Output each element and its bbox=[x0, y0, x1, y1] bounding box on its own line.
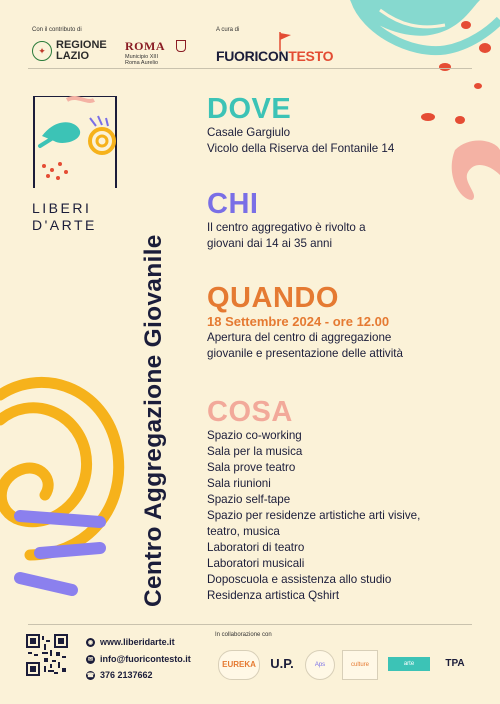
quando-line1: Apertura del centro di aggregazione bbox=[207, 331, 392, 344]
roma-title: ROMA bbox=[125, 39, 165, 53]
section-quando bbox=[207, 282, 403, 362]
quando-line2: giovanile e presentazione delle attività bbox=[207, 347, 403, 360]
qr-code-icon[interactable] bbox=[26, 634, 68, 676]
dove-line1: Casale Gargiulo bbox=[207, 126, 291, 139]
logo-line2: D'ARTE bbox=[32, 217, 97, 233]
region-line2: LAZIO bbox=[56, 50, 89, 62]
chi-title: CHI bbox=[207, 188, 259, 220]
cosa-item: teatro, musica bbox=[207, 525, 280, 538]
cosa-item: Sala prove teatro bbox=[207, 461, 296, 474]
dove-line2: Vicolo della Riserva del Fontanile 14 bbox=[207, 142, 395, 155]
red-dot bbox=[439, 63, 451, 71]
website-contact[interactable] bbox=[86, 637, 175, 647]
partner-logo-tpa: TPA bbox=[445, 658, 465, 669]
roma-shield-icon bbox=[176, 40, 186, 52]
mail-icon: ✉ bbox=[87, 656, 94, 663]
org-name-part1: FUORICON bbox=[216, 48, 289, 64]
roma-municipio-logo bbox=[125, 39, 165, 66]
website-link[interactable]: www.liberidarte.it bbox=[100, 637, 175, 647]
partner-logo-eureka: EUREKA bbox=[218, 650, 260, 680]
partner-logo-aps: Aps bbox=[305, 650, 335, 680]
section-dove bbox=[207, 93, 394, 157]
quando-date: 18 Settembre 2024 - ore 12.00 bbox=[207, 314, 390, 329]
red-dot bbox=[455, 116, 465, 124]
cosa-item: Spazio self-tape bbox=[207, 493, 291, 506]
region-line1: REGIONE bbox=[56, 39, 107, 51]
cosa-item: Laboratori musicali bbox=[207, 557, 305, 570]
globe-icon: ◉ bbox=[87, 639, 94, 646]
email-link[interactable]: info@fuoricontesto.it bbox=[100, 654, 191, 664]
red-dot bbox=[474, 83, 482, 89]
roma-sub2: Roma Aurelio bbox=[125, 60, 159, 66]
cosa-item: Spazio co-working bbox=[207, 429, 302, 442]
yellow-spiral bbox=[0, 382, 119, 555]
contribution-label: Con il contributo di bbox=[32, 27, 82, 33]
cosa-item: Sala riunioni bbox=[207, 477, 271, 490]
cosa-item: Spazio per residenze artistiche arti visive, bbox=[207, 509, 421, 522]
cosa-item: Doposcuola e assistenza allo studio bbox=[207, 573, 392, 586]
collab-label: In collaborazione con bbox=[215, 632, 272, 638]
fuoricontesto-logo bbox=[216, 48, 333, 64]
phone-contact[interactable] bbox=[86, 670, 153, 680]
cosa-title: COSA bbox=[207, 396, 293, 428]
pink-shape bbox=[452, 141, 500, 200]
dove-title: DOVE bbox=[207, 93, 292, 125]
lazio-crest-icon: ✦ bbox=[32, 41, 52, 61]
cosa-item: Sala per la musica bbox=[207, 445, 303, 458]
cosa-item: Residenza artistica Qshirt bbox=[207, 589, 340, 602]
red-dot bbox=[421, 113, 435, 121]
partner-logo-up: U.P. bbox=[270, 656, 294, 671]
red-dot bbox=[461, 21, 471, 29]
logo-wordmark bbox=[32, 200, 97, 234]
section-cosa bbox=[207, 396, 420, 604]
footer-divider bbox=[28, 624, 472, 625]
roma-sub1: Municipio XIII bbox=[125, 54, 159, 60]
phone-number[interactable]: 376 2137662 bbox=[100, 670, 153, 680]
logo-line1: LIBERI bbox=[32, 200, 92, 216]
curated-label: A cura di bbox=[216, 27, 240, 33]
chi-line1: Il centro aggregativo è rivolto a bbox=[207, 221, 366, 234]
header-divider bbox=[28, 68, 472, 69]
regione-lazio-logo bbox=[32, 40, 107, 62]
email-contact[interactable] bbox=[86, 654, 191, 664]
flag-icon bbox=[276, 30, 292, 52]
cosa-item: Laboratori di teatro bbox=[207, 541, 305, 554]
red-dot bbox=[479, 43, 491, 53]
org-name-part2: TESTO bbox=[288, 48, 334, 64]
vertical-title: Centro Aggregazione Giovanile bbox=[140, 234, 167, 607]
phone-icon: ☎ bbox=[86, 672, 95, 679]
section-chi bbox=[207, 188, 366, 252]
cosa-list bbox=[207, 428, 420, 604]
chi-line2: giovani dai 14 ai 35 anni bbox=[207, 237, 333, 250]
quando-title: QUANDO bbox=[207, 282, 339, 314]
partner-logo-culture: culture bbox=[342, 650, 378, 680]
partner-logo-arte: arte bbox=[388, 657, 430, 671]
liberi-darte-logo-frame bbox=[32, 96, 118, 188]
